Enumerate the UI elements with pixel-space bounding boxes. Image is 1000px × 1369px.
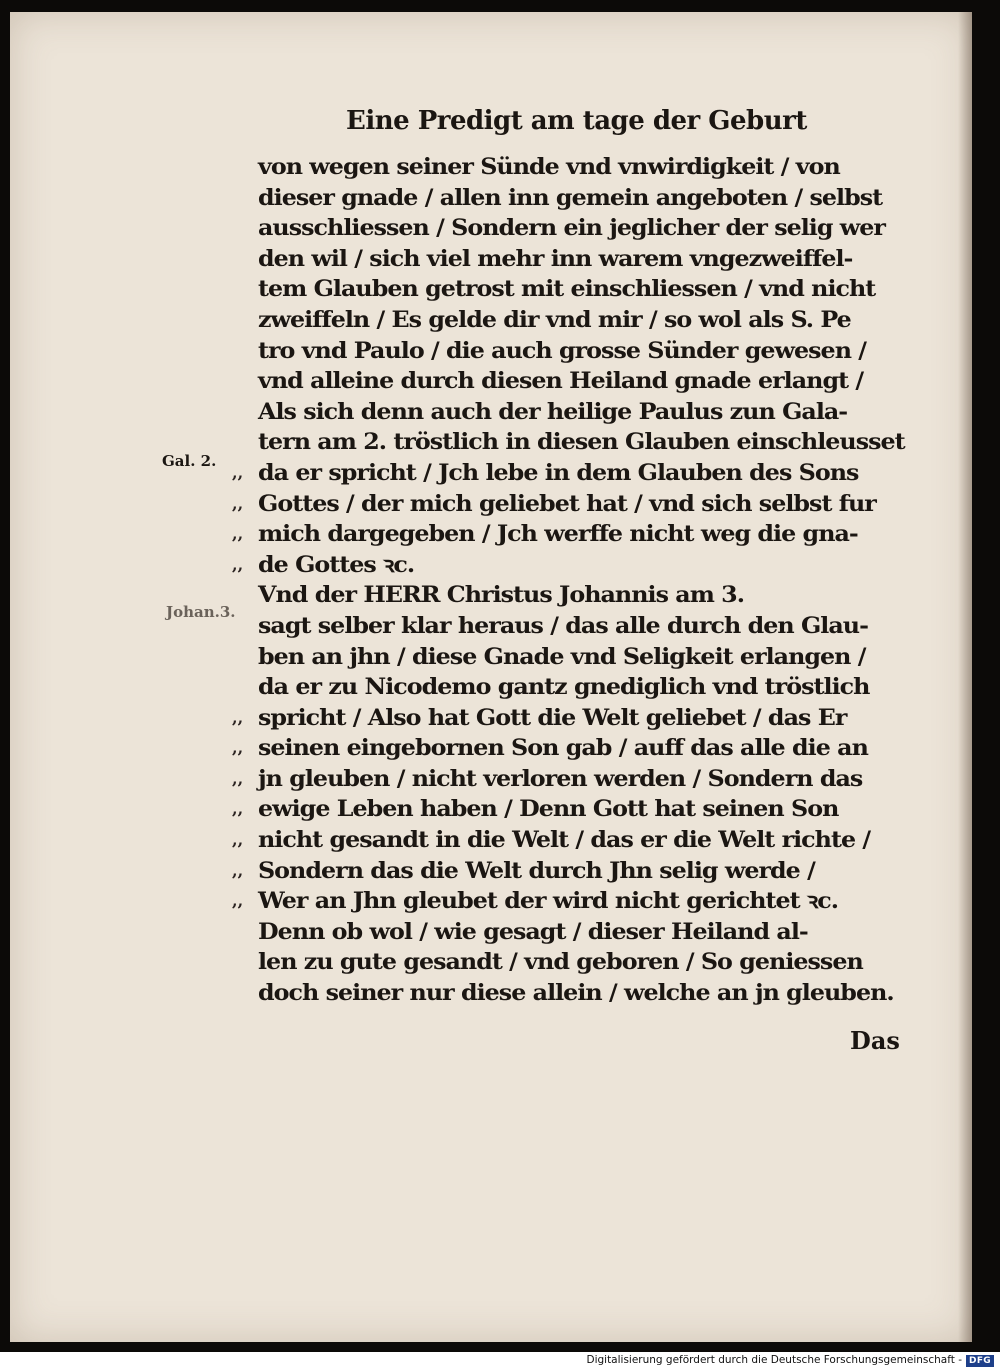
running-head: Eine Predigt am tage der Geburt xyxy=(346,106,807,136)
text-line xyxy=(232,856,928,887)
dfg-logo: DFG xyxy=(966,1355,994,1367)
text-line-content: ben an jhn / diese Gnade vnd Seligkeit erlangen / xyxy=(258,643,866,670)
text-line xyxy=(258,183,928,214)
quote-mark: ,, xyxy=(232,707,244,727)
text-line-content: von wegen seiner Sünde vnd vnwirdigkeit / von xyxy=(258,154,840,180)
text-line-content: Gottes / der mich geliebet hat / vnd sich selbst fur xyxy=(258,490,876,517)
text-line-content: da er spricht / Jch lebe in dem Glauben des Sons xyxy=(258,459,859,486)
text-line-content: doch seiner nur diese allein / welche an jn gleuben. xyxy=(258,980,894,1007)
text-line xyxy=(258,917,928,948)
text-line xyxy=(258,427,928,458)
text-line xyxy=(232,489,928,520)
quote-mark: ,, xyxy=(232,768,244,788)
footer-credit: Digitalisierung gefördert durch die Deutsche Forschungsgemeinschaft - xyxy=(586,1354,962,1366)
text-line xyxy=(232,825,928,856)
quote-mark: ,, xyxy=(232,554,244,574)
text-line xyxy=(232,764,928,795)
text-line-content: tro vnd Paulo / die auch grosse Sünder gewesen / xyxy=(258,337,867,364)
text-line xyxy=(258,305,928,336)
text-line xyxy=(258,978,928,1009)
text-line xyxy=(258,580,928,611)
quote-mark: ,, xyxy=(232,493,244,513)
text-line xyxy=(258,152,928,183)
quote-mark: ,, xyxy=(232,524,244,544)
text-line xyxy=(258,336,928,367)
text-line-content: len zu gute gesandt / vnd geboren / So geniessen xyxy=(258,949,863,976)
text-line-content: vnd alleine durch diesen Heiland gnade erlangt / xyxy=(258,368,864,395)
text-line xyxy=(258,213,928,244)
text-line-content: da er zu Nicodemo gantz gnediglich vnd tröstlich xyxy=(258,674,870,701)
text-line xyxy=(258,672,928,703)
text-line-content: tern am 2. tröstlich in diesen Glauben einschleusset xyxy=(258,429,905,456)
text-line-content: Als sich denn auch der heilige Paulus zun Gala- xyxy=(258,398,848,425)
quote-mark: ,, xyxy=(232,799,244,819)
quote-mark: ,, xyxy=(232,738,244,758)
text-line-content: de Gottes ꝛc. xyxy=(258,551,415,578)
text-line xyxy=(232,794,928,825)
text-line-content: zweiffeln / Es gelde dir vnd mir / so wol als S. Pe xyxy=(258,306,851,333)
text-line-content: ewige Leben haben / Denn Gott hat seinen Son xyxy=(258,796,839,823)
marginal-note-johan: Johan.3. xyxy=(166,603,236,621)
text-line xyxy=(232,886,928,917)
text-line-content: Vnd der HERR Christus Johannis am 3. xyxy=(258,582,745,609)
text-line-content: ausschliessen / Sondern ein jeglicher der selig wer xyxy=(258,215,885,242)
quote-mark: ,, xyxy=(232,462,244,482)
text-line-content: sagt selber klar heraus / das alle durch den Glau- xyxy=(258,612,868,639)
text-line xyxy=(258,366,928,397)
text-line xyxy=(232,550,928,581)
text-line-content: tem Glauben getrost mit einschliessen / vnd nicht xyxy=(258,276,876,303)
quote-mark: ,, xyxy=(232,830,244,850)
body-text xyxy=(232,152,928,1009)
text-line xyxy=(258,397,928,428)
text-line xyxy=(232,458,928,489)
text-line xyxy=(258,642,928,673)
text-line xyxy=(232,519,928,550)
text-line-content: nicht gesandt in die Welt / das er die Welt richte / xyxy=(258,827,871,854)
text-line-content: spricht / Also hat Gott die Welt geliebet / das Er xyxy=(258,704,847,731)
text-line xyxy=(258,947,928,978)
text-line-content: Sondern das die Welt durch Jhn selig werde / xyxy=(258,857,815,884)
marginal-note-gal: Gal. 2. xyxy=(162,452,217,470)
text-line-content: Wer an Jhn gleubet der wird nicht gerichtet ꝛc. xyxy=(258,888,839,915)
text-line xyxy=(258,611,928,642)
text-line xyxy=(232,703,928,734)
quote-mark: ,, xyxy=(232,860,244,880)
text-line-content: Denn ob wol / wie gesagt / dieser Heiland al- xyxy=(258,918,808,945)
text-line-content: mich dargegeben / Jch werffe nicht weg die gna- xyxy=(258,521,858,548)
text-line-content: jn gleuben / nicht verloren werden / Sondern das xyxy=(258,765,863,792)
text-line-content: dieser gnade / allen inn gemein angeboten / selbst xyxy=(258,184,883,211)
catchword: Das xyxy=(850,1026,900,1055)
text-line xyxy=(232,733,928,764)
text-line-content: seinen eingebornen Son gab / auff das alle die an xyxy=(258,735,868,762)
text-line-content: den wil / sich viel mehr inn warem vngezweiffel- xyxy=(258,245,853,272)
quote-mark: ,, xyxy=(232,891,244,911)
page-gutter-shadow xyxy=(958,12,972,1342)
text-line xyxy=(258,244,928,275)
text-line xyxy=(258,274,928,305)
